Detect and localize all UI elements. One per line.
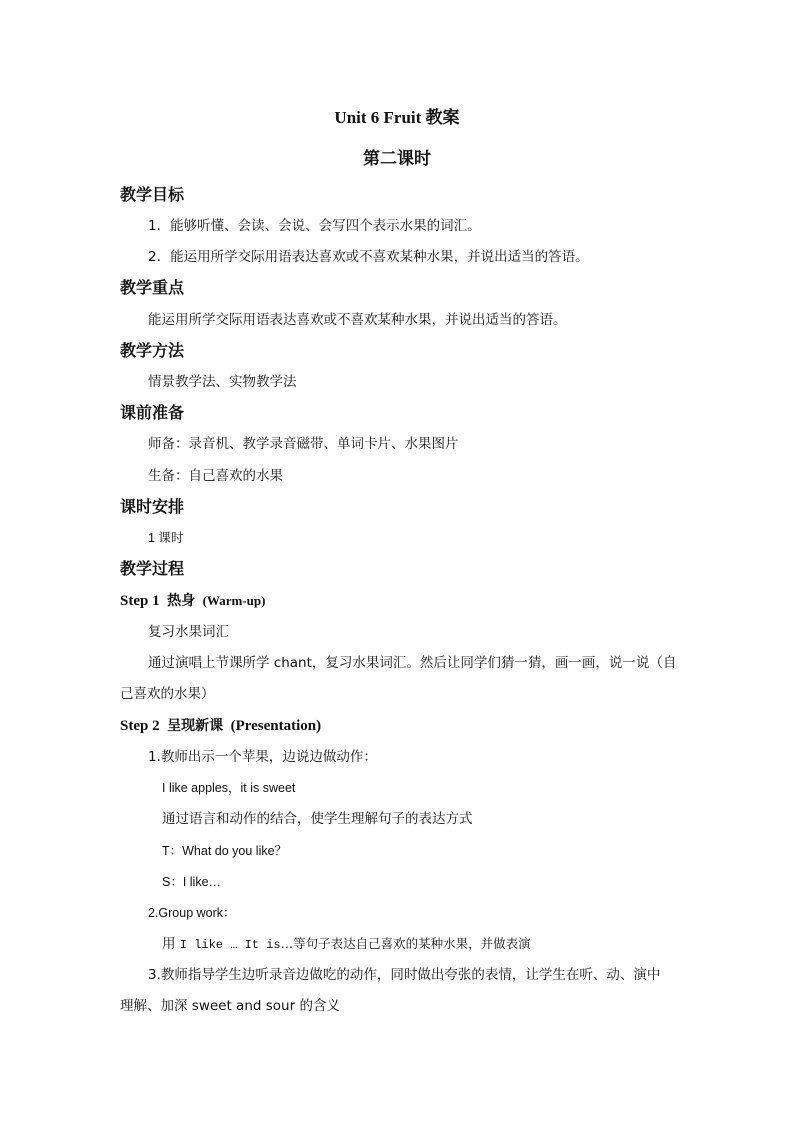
step2-en: (Presentation)	[230, 718, 322, 734]
step1-label: Step 1	[120, 593, 160, 609]
goal-item-1: 1．能够听懂、会读、会说、会写四个表示水果的词汇。	[148, 218, 481, 234]
step1-cn: 热身	[167, 593, 196, 609]
step1-line1: 复习水果词汇	[148, 624, 229, 640]
step2-item1: 1.教师出示一个苹果，边说边做动作：	[148, 749, 377, 765]
schedule-text: 1 课时	[148, 531, 184, 545]
step2-item2-desc	[162, 934, 531, 955]
step1-en: (Warm-up)	[202, 593, 266, 608]
step1-line2b: 己喜欢的水果）	[120, 686, 215, 702]
prep-teacher: 师备：录音机、教学录音磁带、单词卡片、水果图片	[148, 436, 459, 452]
step1-line2a: 通过演唱上节课所学 chant，复习水果词汇。然后让同学们猜一猜，画一画，说一说（自	[148, 655, 677, 671]
step2-item2-post: …等句子表达自己喜欢的某种水果，并做表演	[280, 936, 531, 951]
heading-schedule: 课时安排	[120, 497, 185, 516]
step2-item1-example: I like apples，it is sweet	[162, 781, 296, 795]
heading-key-points: 教学重点	[120, 278, 185, 297]
step2-item3a: 3.教师指导学生边听录音边做吃的动作，同时做出夸张的表情，让学生在听、动、演中	[148, 967, 661, 983]
step2-label: Step 2	[120, 718, 160, 734]
heading-method: 教学方法	[120, 341, 185, 360]
key-points-text: 能运用所学交际用语表达喜欢或不喜欢某种水果，并说出适当的答语。	[148, 312, 567, 328]
heading-process: 教学过程	[120, 559, 185, 578]
step2-cn: 呈现新课	[167, 718, 224, 734]
step2-item2-code: I like … It is	[179, 938, 281, 952]
method-text: 情景教学法、实物教学法	[148, 374, 297, 390]
step2-heading	[120, 716, 321, 736]
document-title: Unit 6 Fruit 教案	[334, 108, 460, 127]
goal-item-2: 2．能运用所学交际用语表达喜欢或不喜欢某种水果，并说出适当的答语。	[148, 249, 589, 265]
document-subtitle: 第二课时	[363, 149, 431, 168]
heading-preparation: 课前准备	[120, 403, 185, 422]
step1-heading	[120, 591, 265, 611]
step2-item3b: 理解、加深 sweet and sour 的含义	[120, 998, 340, 1014]
step2-item1-desc: 通过语言和动作的结合，使学生理解句子的表达方式	[162, 811, 473, 827]
step2-item2: 2.Group work：	[148, 906, 236, 920]
step2-item1-teacher-line: T：What do you like？	[162, 844, 288, 858]
step2-item1-student-line: S：I like…	[162, 875, 222, 889]
step2-item2-pre: 用	[162, 936, 180, 952]
prep-student: 生备：自己喜欢的水果	[148, 468, 283, 484]
heading-goals: 教学目标	[120, 185, 185, 204]
